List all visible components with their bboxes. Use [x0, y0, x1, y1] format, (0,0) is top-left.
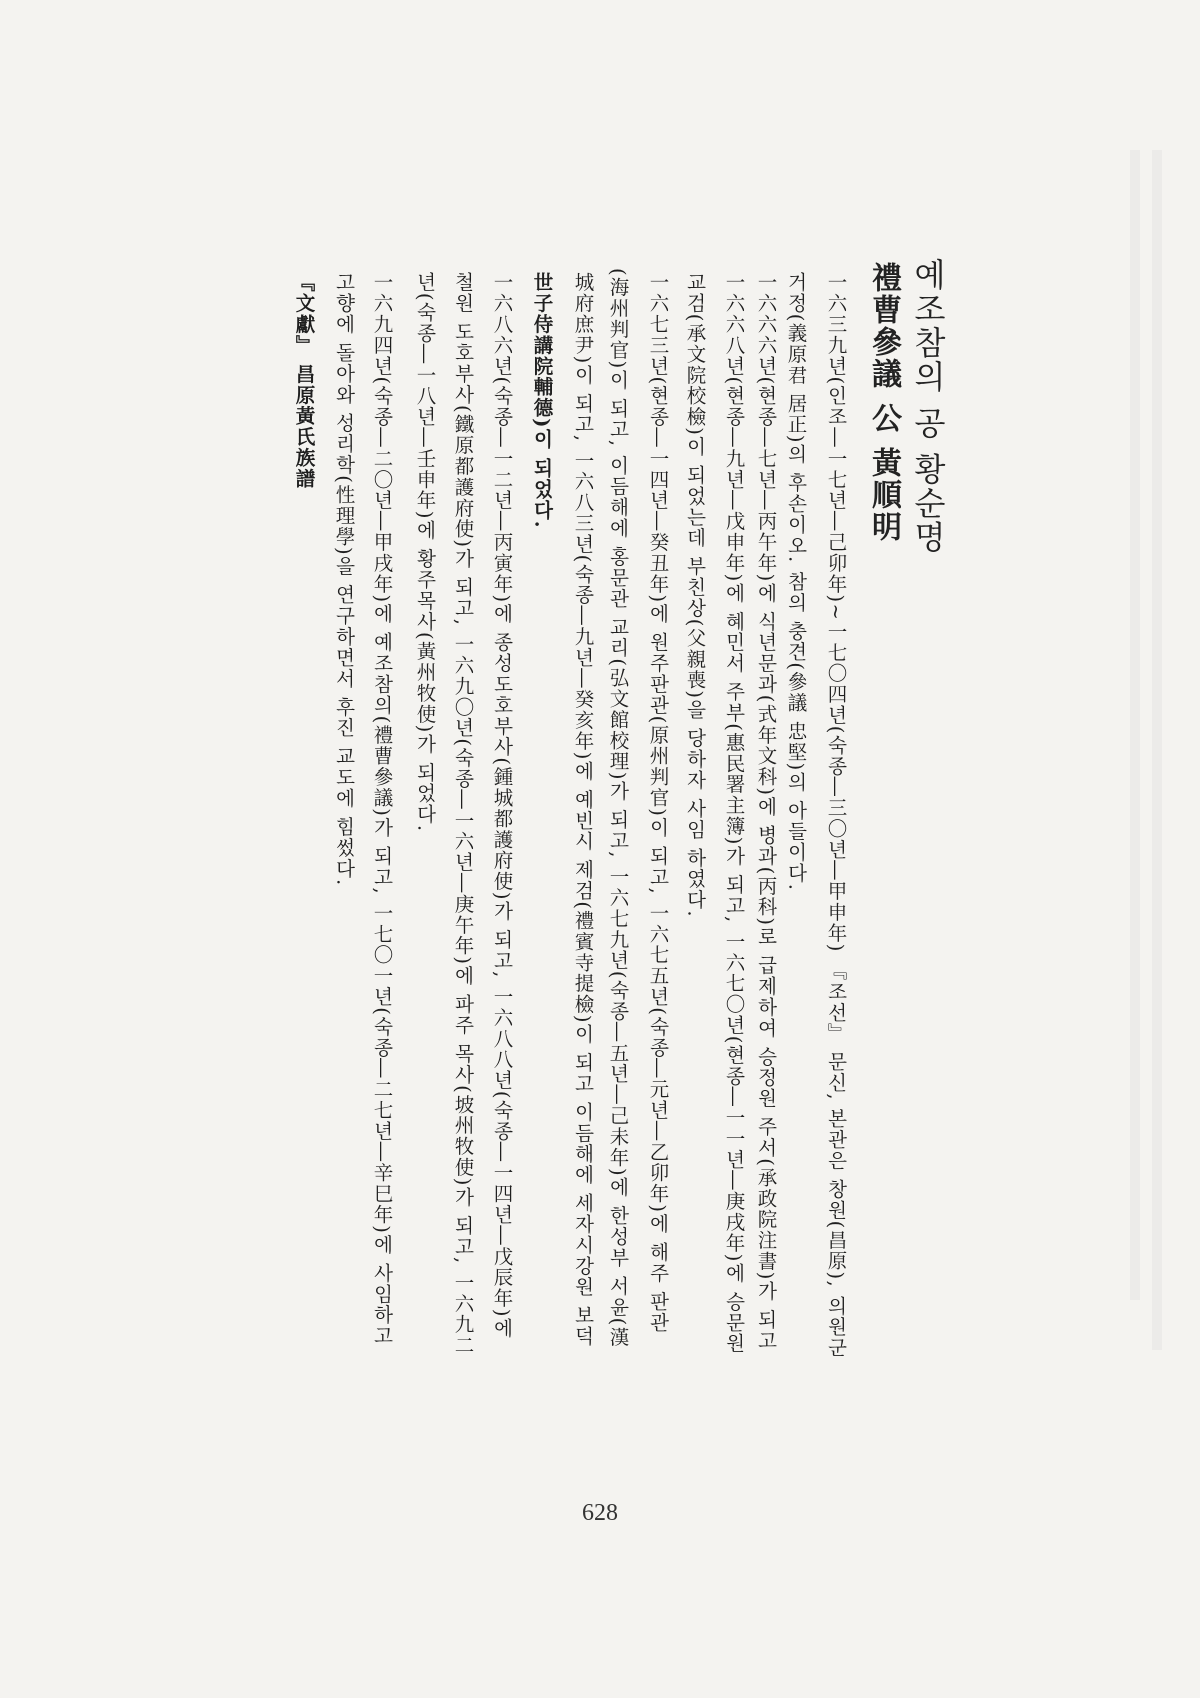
source-citation: 『文獻』 昌原黃氏族譜	[292, 272, 316, 490]
bleed-through-mark	[1130, 150, 1140, 1300]
body-column: 년(숙종―一八년―壬申年)에 황주목사(黃州牧使)가 되었다.	[413, 272, 437, 833]
body-column: 교검(承文院校檢)이 되었는데 부친상(父親喪)을 당하자 사임 하였다.	[683, 272, 707, 918]
body-column: 一六九四년(숙종―二〇년―甲戌年)에 예조참의(禮曹參議)가 되고, 一七〇一년(숙종―二七년―辛巳年)에 사임하고	[370, 272, 394, 1347]
body-column: 거정(義原君 居正)의 후손이오. 참의 충견(參議 忠堅)의 아들이다.	[784, 272, 808, 892]
title-hanja: 禮曹參議 公 黃順明	[866, 262, 901, 543]
body-column: 一六六八년(현종―九년―戊申年)에 혜민서 주부(惠民署主簿)가 되고, 一六七〇년(현종―一一년―庚戌年)에 승문원	[722, 272, 746, 1354]
body-column: 世子侍講院輔德)이 되었다.	[530, 272, 554, 529]
body-column: (海州判官)이 되고, 이듬해에 홍문관 교리(弘文館校理)가 되고, 一六七九년(숙종―五년―己未年)에 한성부 서윤(漢	[606, 268, 630, 1348]
body-column: 一六七三년(현종―一四년―癸丑年)에 원주판관(原州判官)이 되고, 一六七五년(숙종―元년―乙卯年)에 해주 판관	[646, 272, 670, 1334]
title-korean: 예조참의 공 황순명	[909, 258, 947, 555]
body-column: 一六八六년(숙종―一二년―丙寅年)에 종성도호부사(鍾城都護府使)가 되고, 一六八八년(숙종―一四년―戊辰年)에	[490, 272, 514, 1339]
body-column: 고향에 돌아와 성리학(性理學)을 연구하면서 후진 교도에 힘썼다.	[332, 272, 356, 887]
body-column: 一六三九년(인조―一七년―己卯年)~一七〇四년(숙종―三〇년―甲申年) 『조선』 문신, 본관은 창원(昌原), 의원군	[824, 272, 848, 1359]
body-column: 城府庶尹)이 되고, 一六八三년(숙종―九년―癸亥年)에 예빈시 제검(禮賓寺提檢)이 되고 이듬해에 세자시강원 보덕	[571, 272, 595, 1347]
bleed-through-mark	[1152, 150, 1162, 1350]
page-number: 628	[582, 1500, 618, 1526]
body-column: 철원 도호부사(鐵原都護府使)가 되고, 一六九〇년(숙종―一六년―庚午年)에 파주 목사(坡州牧使)가 되고, 一六九二	[451, 272, 475, 1356]
body-column: 一六六六년(현종―七년―丙午年)에 식년문과(式年文科)에 병과(丙科)로 급제하여 승정원 주서(承政院注書)가 되고	[754, 272, 778, 1352]
